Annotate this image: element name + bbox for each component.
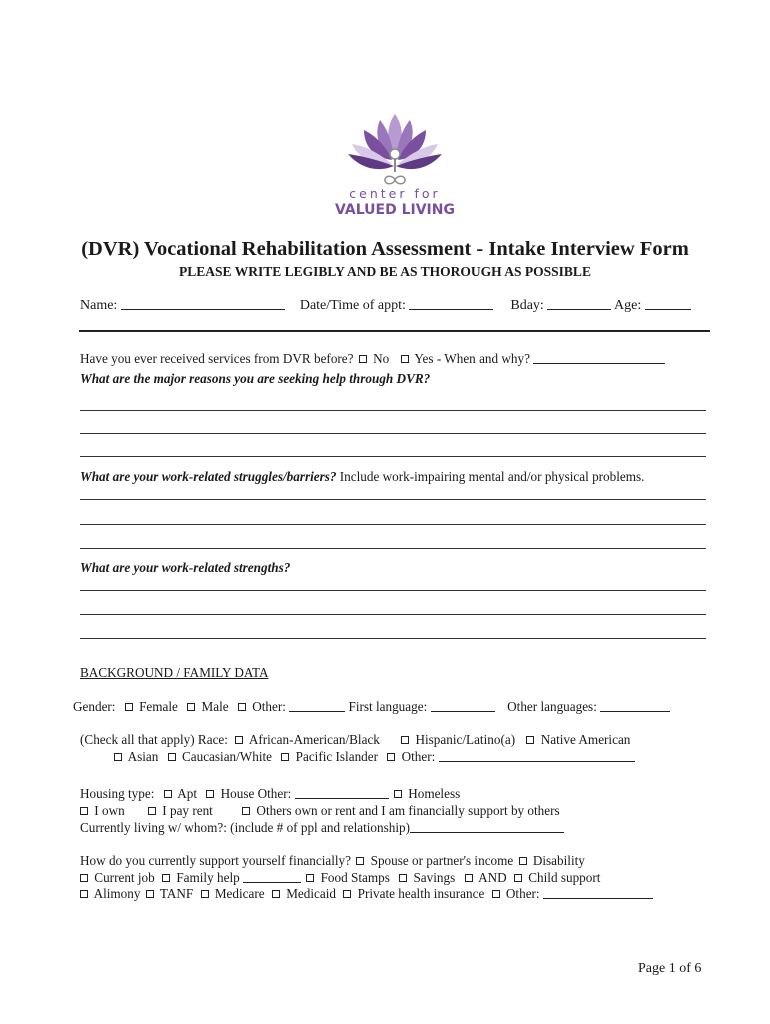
gender-other-checkbox[interactable] (238, 703, 246, 711)
financial-other-field[interactable] (543, 887, 653, 899)
housing-row (80, 786, 460, 802)
caucasian-checkbox[interactable] (168, 753, 176, 761)
i-own-checkbox[interactable] (80, 807, 88, 815)
hispanic-checkbox[interactable] (401, 736, 409, 744)
center-for-valued-living-logo (328, 108, 462, 220)
logo-line2: VALUED LIVING (335, 202, 455, 218)
others-own-checkbox[interactable] (242, 807, 250, 815)
struggles-answer-line[interactable] (80, 548, 706, 549)
struggles-answer-line[interactable] (80, 524, 706, 525)
medicare-checkbox[interactable] (201, 890, 209, 898)
food-stamps-label: Food Stamps (320, 870, 390, 885)
homeless-checkbox[interactable] (394, 790, 402, 798)
family-help-label: Family help (176, 870, 240, 885)
housing-label: Housing type: (80, 786, 155, 801)
house-checkbox[interactable] (206, 790, 214, 798)
female-label: Female (139, 699, 178, 714)
homeless-label: Homeless (408, 786, 461, 801)
first-language-field[interactable] (431, 700, 495, 712)
struggles-note: Include work-impairing mental and/or physical problems. (336, 469, 645, 484)
race-other-checkbox[interactable] (387, 753, 395, 761)
alimony-checkbox[interactable] (80, 890, 88, 898)
reasons-answer-line[interactable] (80, 433, 706, 434)
living-with-field[interactable] (410, 821, 564, 833)
tanf-checkbox[interactable] (146, 890, 154, 898)
family-help-field[interactable] (243, 871, 301, 883)
child-support-label: Child support (528, 870, 601, 885)
gender-other-label: Other: (252, 699, 286, 714)
native-american-checkbox[interactable] (526, 736, 534, 744)
medicare-label: Medicare (214, 886, 265, 901)
dvr-before-question: Have you ever received services from DVR before? (80, 351, 354, 366)
struggles-row (80, 469, 644, 485)
alimony-label: Alimony (93, 886, 141, 901)
i-pay-rent-label: I pay rent (162, 803, 213, 818)
financial-row-3 (78, 886, 653, 902)
african-american-label: African-American/Black (248, 732, 380, 747)
yes-checkbox[interactable] (401, 355, 409, 363)
living-with-label: Currently living w/ whom?: (include # of ppl and relationship) (80, 820, 410, 835)
strengths-answer-line[interactable] (80, 590, 706, 591)
race-row-1 (80, 732, 630, 748)
savings-checkbox[interactable] (399, 874, 407, 882)
tanf-label: TANF (159, 886, 194, 901)
and-label: AND (478, 870, 507, 885)
child-support-checkbox[interactable] (514, 874, 522, 882)
strengths-question: What are your work-related strengths? (80, 560, 291, 575)
living-with-row (80, 820, 564, 836)
financial-question: How do you currently support yourself financially? (80, 853, 352, 868)
and-checkbox[interactable] (465, 874, 473, 882)
financial-row-2 (78, 870, 600, 886)
apt-checkbox[interactable] (164, 790, 172, 798)
financial-other-label: Other: (505, 886, 540, 901)
savings-label: Savings (413, 870, 456, 885)
financial-row-1 (80, 853, 585, 869)
header-divider (79, 330, 710, 332)
gender-label: Gender: (73, 699, 116, 714)
others-own-label: Others own or rent and I am financially support by others (256, 803, 560, 818)
no-label: No (373, 351, 390, 366)
reasons-answer-line[interactable] (80, 410, 706, 411)
age-field[interactable] (645, 298, 691, 310)
race-row-2 (112, 749, 635, 765)
current-job-checkbox[interactable] (80, 874, 88, 882)
current-job-label: Current job (94, 870, 155, 885)
housing-other-field[interactable] (295, 787, 389, 799)
family-help-checkbox[interactable] (162, 874, 170, 882)
reasons-answer-line[interactable] (80, 456, 706, 457)
i-pay-rent-checkbox[interactable] (148, 807, 156, 815)
logo-line1: center for (349, 186, 441, 201)
reasons-question: What are the major reasons you are seeking help through DVR? (80, 371, 431, 386)
other-languages-label: Other languages: (507, 699, 597, 714)
background-heading: BACKGROUND / FAMILY DATA (80, 665, 269, 680)
struggles-answer-line[interactable] (80, 499, 706, 500)
spouse-income-checkbox[interactable] (356, 857, 364, 865)
pacific-islander-checkbox[interactable] (281, 753, 289, 761)
basic-info-row (80, 298, 691, 314)
disability-checkbox[interactable] (519, 857, 527, 865)
gender-row (73, 699, 670, 715)
name-field[interactable] (121, 298, 285, 310)
house-other-label: House Other: (220, 786, 292, 801)
bday-label: Bday: (510, 298, 544, 313)
hispanic-label: Hispanic/Latino(a) (415, 732, 516, 747)
apt-label: Apt (177, 786, 198, 801)
bday-field[interactable] (547, 298, 611, 310)
disability-label: Disability (532, 853, 585, 868)
private-insurance-label: Private health insurance (357, 886, 485, 901)
pacific-islander-label: Pacific Islander (295, 749, 379, 764)
ownership-row (78, 803, 560, 819)
caucasian-label: Caucasian/White (181, 749, 273, 764)
asian-checkbox[interactable] (114, 753, 122, 761)
race-label: (Check all that apply) Race: (80, 732, 228, 747)
private-insurance-checkbox[interactable] (343, 890, 351, 898)
native-american-label: Native American (540, 732, 631, 747)
age-label: Age: (614, 298, 642, 313)
asian-label: Asian (127, 749, 159, 764)
when-why-field[interactable] (533, 352, 665, 364)
strengths-answer-line[interactable] (80, 638, 706, 639)
financial-other-checkbox[interactable] (492, 890, 500, 898)
lotus-flower-icon (348, 114, 442, 172)
page-subtitle: PLEASE WRITE LEGIBLY AND BE AS THOROUGH AS POSSIBLE (179, 264, 591, 279)
name-label: Name: (80, 298, 118, 313)
date-time-label: Date/Time of appt: (299, 298, 406, 313)
race-other-field[interactable] (439, 750, 635, 762)
food-stamps-checkbox[interactable] (306, 874, 314, 882)
male-checkbox[interactable] (187, 703, 195, 711)
strengths-answer-line[interactable] (80, 614, 706, 615)
female-checkbox[interactable] (125, 703, 133, 711)
struggles-question: What are your work-related struggles/barriers? (80, 469, 337, 484)
spouse-income-label: Spouse or partner's income (370, 853, 514, 868)
race-other-label: Other: (401, 749, 436, 764)
date-time-field[interactable] (409, 298, 493, 310)
other-languages-field[interactable] (600, 700, 670, 712)
page-number: Page 1 of 6 (638, 961, 702, 976)
yes-label: Yes - When and why? (414, 351, 530, 366)
medicaid-checkbox[interactable] (272, 890, 280, 898)
no-checkbox[interactable] (359, 355, 367, 363)
dvr-before-row (80, 351, 665, 367)
gender-other-field[interactable] (289, 700, 345, 712)
first-language-label: First language: (348, 699, 428, 714)
infinity-icon (385, 176, 405, 184)
medicaid-label: Medicaid (286, 886, 337, 901)
african-american-checkbox[interactable] (235, 736, 243, 744)
i-own-label: I own (94, 803, 125, 818)
page-title: (DVR) Vocational Rehabilitation Assessment - Intake Interview Form (81, 238, 689, 260)
male-label: Male (201, 699, 229, 714)
